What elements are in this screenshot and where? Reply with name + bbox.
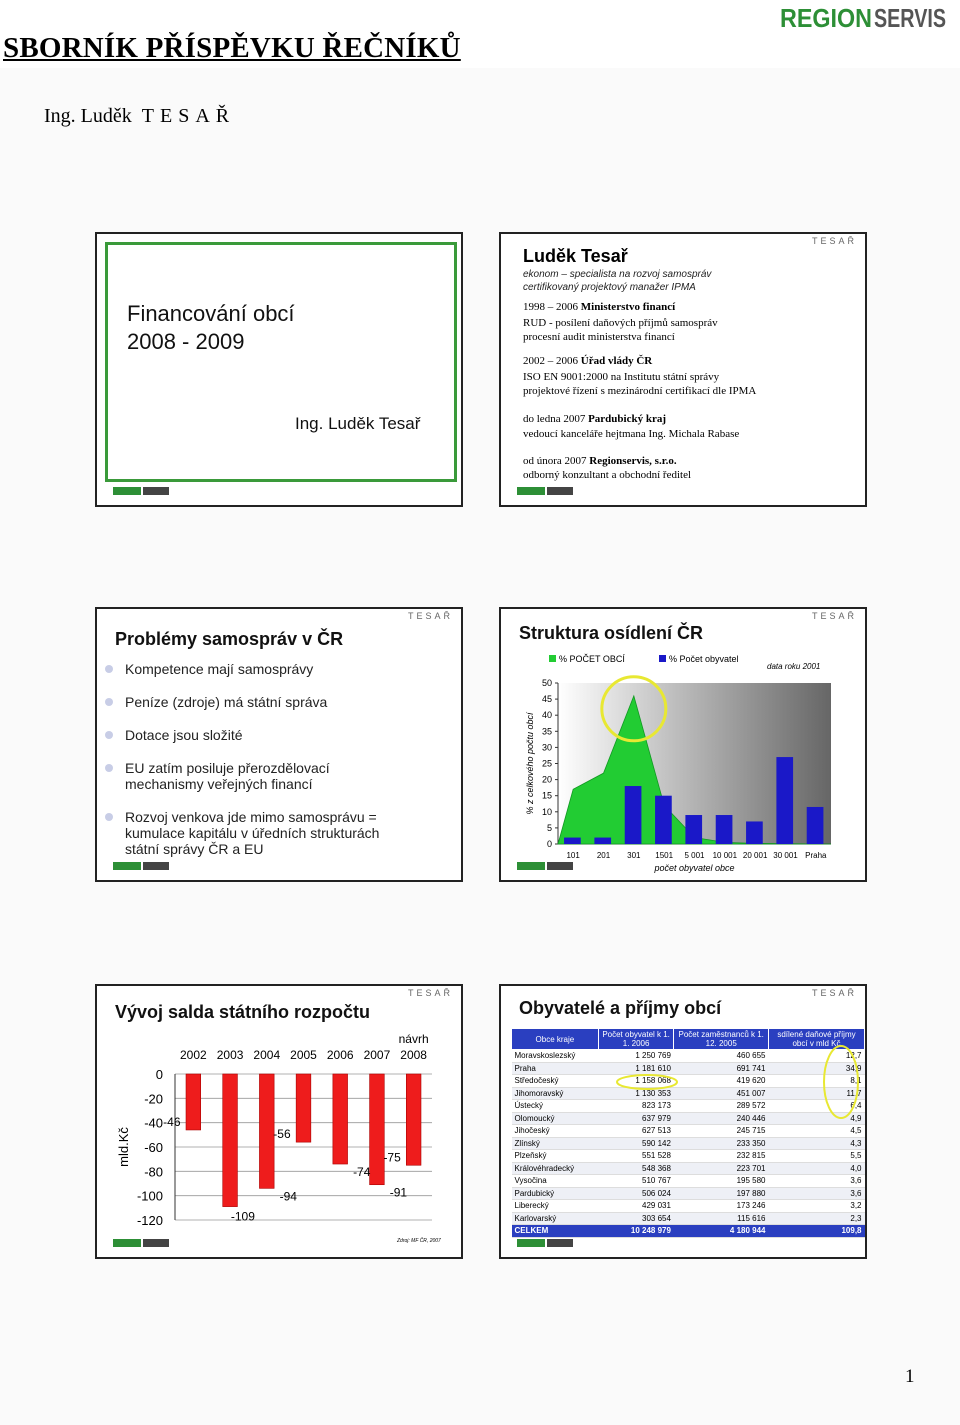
bullet-text: Kompetence mají samosprávy: [125, 661, 314, 677]
x-tick-label: 30 001: [773, 851, 798, 860]
budget-bar: [406, 1074, 421, 1165]
y-tick-label: 10: [541, 806, 552, 817]
y-tick-label: 20: [541, 774, 552, 785]
table-cell: Jihočeský: [512, 1125, 599, 1138]
bullet-dot: [105, 764, 113, 772]
legend-swatch: [659, 655, 666, 662]
table-cell: 240 446: [674, 1112, 769, 1125]
x-tick-label: 2002: [180, 1048, 207, 1062]
table-cell: 3,6: [768, 1187, 864, 1200]
table-cell: 12,7: [768, 1050, 864, 1063]
table-row: [512, 1175, 865, 1188]
table-cell: 419 620: [674, 1075, 769, 1088]
regionservis-logo: [780, 2, 950, 34]
cv-line: RUD - posílení daňových příjmů samospráv: [523, 317, 718, 329]
cv-name: Luděk Tesař: [523, 246, 628, 266]
cv-period: [523, 454, 677, 468]
table-cell: 637 979: [598, 1112, 674, 1125]
data-label: -74: [353, 1165, 371, 1180]
y-tick-label: 30: [541, 742, 552, 753]
table-row: [512, 1062, 865, 1075]
table-cell: 289 572: [674, 1100, 769, 1113]
slide-cv: [499, 232, 867, 507]
table-cell: 510 767: [598, 1175, 674, 1188]
x-tick-label: 101: [566, 851, 580, 860]
table-cell: Praha: [512, 1062, 599, 1075]
table-cell: 233 350: [674, 1137, 769, 1150]
table-row: [512, 1187, 865, 1200]
bar-pocet-obyvatel: [716, 815, 733, 844]
cv-years: 1998 – 2006: [523, 301, 581, 313]
table-header-cell: Počet obyvatel k 1. 1. 2006: [598, 1029, 674, 1050]
table-cell: 303 654: [598, 1212, 674, 1225]
x-tick-label: 2004: [253, 1048, 281, 1062]
chart-source: Zdroj: MF ČR, 2007: [397, 1238, 441, 1244]
legend-label: % Počet obyvatel: [669, 654, 739, 664]
table-cell: 6,4: [768, 1100, 864, 1113]
author-line: [44, 105, 235, 128]
x-tick-label: 2008: [400, 1048, 427, 1062]
y-tick-label: -80: [144, 1164, 163, 1180]
data-label: -91: [389, 1185, 408, 1200]
page-number: 1: [905, 1366, 915, 1387]
table-header-cell: Počet zaměstnanců k 1. 12. 2005: [674, 1029, 769, 1050]
table-row: [512, 1125, 865, 1138]
y-tick-label: 25: [541, 758, 552, 769]
y-tick-label: 0: [546, 839, 552, 849]
table-cell: 223 701: [674, 1162, 769, 1175]
table-cell: Zlínský: [512, 1137, 599, 1150]
legend-label: % POČET OBCÍ: [559, 654, 625, 664]
cv-line: certifikovaný projektový manažer IPMA: [523, 282, 696, 293]
slide-logo: [113, 862, 173, 870]
y-tick-label: 50: [541, 678, 552, 688]
y-axis-label: % z celkového počtu obcí: [525, 712, 535, 815]
slide-logo: [517, 487, 577, 495]
slide-settlement-chart: [499, 607, 867, 882]
x-tick-label: 2003: [216, 1048, 244, 1062]
slide-tag: TESAŘ: [811, 611, 857, 621]
budget-bar: [186, 1074, 201, 1130]
table-cell: CELKEM: [512, 1225, 599, 1238]
slide-problems: [95, 607, 463, 882]
table-cell: 5,5: [768, 1150, 864, 1163]
budget-bar: [333, 1074, 348, 1164]
table-header-cell: Obce kraje: [512, 1029, 599, 1050]
table-cell: Moravskoslezský: [512, 1050, 599, 1063]
table-cell: 115 616: [674, 1212, 769, 1225]
budget-chart: [97, 1024, 461, 1259]
table-cell: 1 130 353: [598, 1087, 674, 1100]
table-row: [512, 1087, 865, 1100]
bullet-dot: [105, 813, 113, 821]
cv-line: vedoucí kanceláře hejtmana Ing. Michala Rabase: [523, 428, 740, 440]
table-cell: Ústecký: [512, 1100, 599, 1113]
slide-logo: [517, 1239, 577, 1247]
data-label: -94: [279, 1189, 297, 1204]
cv-years: do ledna 2007: [523, 413, 589, 425]
table-cell: 245 715: [674, 1125, 769, 1138]
settlement-chart: [501, 639, 865, 879]
x-tick-label: 1501: [655, 851, 674, 860]
y-tick-label: 35: [541, 726, 552, 737]
bar-pocet-obyvatel: [685, 815, 702, 844]
y-tick-label: 45: [541, 694, 552, 705]
slide-tag: TESAŘ: [407, 611, 453, 621]
y-tick-label: -100: [136, 1188, 163, 1204]
table-row: [512, 1075, 865, 1088]
x-tick-label: Praha: [805, 851, 827, 860]
cv-years: 2002 – 2006: [523, 355, 581, 367]
bar-pocet-obyvatel: [746, 821, 763, 844]
cv-line: procesní audit ministerstva financí: [523, 331, 675, 343]
slide-title: Problémy samospráv v ČR: [115, 629, 344, 649]
bullet-dot: [105, 731, 113, 739]
cv-years: od února 2007: [523, 455, 590, 467]
y-axis-label: mld.Kč: [116, 1127, 131, 1167]
table-cell: 4 180 944: [674, 1225, 769, 1238]
table-cell: 1 181 610: [598, 1062, 674, 1075]
bar-pocet-obyvatel: [625, 786, 642, 844]
table-cell: 1 250 769: [598, 1050, 674, 1063]
cv-line: ISO EN 9001:2000 na Institutu státní správy: [523, 371, 720, 383]
forecast-label: návrh: [398, 1032, 429, 1046]
bullet-text: Peníze (zdroje) má státní správa: [125, 694, 328, 710]
y-tick-label: 40: [541, 710, 552, 721]
slide-tag: TESAŘ: [811, 236, 857, 246]
author-prefix: Ing. Luděk: [44, 105, 132, 127]
x-tick-label: 10 001: [712, 851, 738, 860]
table-cell: 3,2: [768, 1200, 864, 1213]
y-tick-label: -40: [144, 1115, 163, 1131]
cv-period: [523, 412, 666, 426]
table-cell: 173 246: [674, 1200, 769, 1213]
cv-period: [523, 300, 675, 314]
table-cell: Olomoucký: [512, 1112, 599, 1125]
slide-title: Vývoj salda státního rozpočtu: [115, 1002, 371, 1022]
y-tick-label: -60: [144, 1140, 163, 1155]
x-tick-label: 301: [627, 851, 641, 860]
bar-pocet-obyvatel: [807, 807, 824, 844]
table-cell: 109,8: [768, 1225, 864, 1238]
table-row: [512, 1162, 865, 1175]
table-cell: Karlovarský: [512, 1212, 599, 1225]
table-row: [512, 1100, 865, 1113]
population-table: [511, 1028, 865, 1238]
bullet-item: [125, 809, 395, 857]
table-cell: 2,3: [768, 1212, 864, 1225]
table-cell: Plzeňský: [512, 1150, 599, 1163]
legend-swatch: [549, 655, 556, 662]
table-cell: 11,7: [768, 1087, 864, 1100]
table-cell: Liberecký: [512, 1200, 599, 1213]
table-cell: 4,9: [768, 1112, 864, 1125]
x-tick-label: 201: [596, 851, 611, 860]
bullet-dot: [105, 665, 113, 673]
table-cell: 4,5: [768, 1125, 864, 1138]
svg-text:SERVIS: SERVIS: [874, 3, 946, 33]
table-cell: Pardubický: [512, 1187, 599, 1200]
bullet-text: EU zatím posiluje přerozdělovací mechanismy veřejných financí: [125, 760, 330, 792]
page-title: SBORNÍK PŘÍSPĚVKU ŘEČNÍKŮ: [3, 32, 461, 64]
table-row: [512, 1150, 865, 1163]
table-cell: Středočeský: [512, 1075, 599, 1088]
bullet-item: [125, 661, 365, 677]
table-cell: 429 031: [598, 1200, 674, 1213]
slide-population-table: [499, 984, 867, 1259]
table-cell: 823 173: [598, 1100, 674, 1113]
slide-tag: TESAŘ: [407, 988, 453, 998]
y-tick-label: 0: [155, 1067, 163, 1082]
x-axis-label: počet obyvatel obce: [654, 863, 735, 873]
slide-title: Struktura osídlení ČR: [519, 623, 704, 643]
table-cell: 232 815: [674, 1150, 769, 1163]
slide-budget-chart: [95, 984, 463, 1259]
cv-line: odborný konzultant a obchodní ředitel: [523, 469, 692, 481]
bar-pocet-obyvatel: [655, 796, 672, 844]
table-cell: Královéhradecký: [512, 1162, 599, 1175]
table-cell: Jihomoravský: [512, 1087, 599, 1100]
table-cell: 460 655: [674, 1050, 769, 1063]
slide-author: Ing. Luděk Tesař: [295, 414, 421, 433]
data-label: -56: [273, 1127, 291, 1142]
table-cell: 1 158 068: [598, 1075, 674, 1088]
y-tick-label: -20: [144, 1091, 163, 1107]
bullet-text: Dotace jsou složité: [125, 727, 243, 743]
bullet-item: [125, 727, 365, 743]
table-cell: 627 513: [598, 1125, 674, 1138]
table-row: [512, 1050, 865, 1063]
table-cell: Vysočina: [512, 1175, 599, 1188]
data-label: -46: [163, 1114, 181, 1129]
table-row: [512, 1200, 865, 1213]
table-cell: 4,0: [768, 1162, 864, 1175]
budget-bar: [296, 1074, 311, 1142]
y-tick-label: 15: [541, 790, 552, 801]
table-cell: 34,9: [768, 1062, 864, 1075]
slide-tag: TESAŘ: [811, 988, 857, 998]
table-row: [512, 1112, 865, 1125]
table-cell: 506 024: [598, 1187, 674, 1200]
cv-organisation: Regionservis, s.r.o.: [589, 455, 677, 467]
slide-logo: [113, 1239, 173, 1247]
bullet-item: [125, 694, 365, 710]
x-tick-label: 2006: [326, 1048, 354, 1062]
table-cell: 8,1: [768, 1075, 864, 1088]
data-label: -109: [230, 1209, 255, 1224]
x-tick-label: 20 001: [742, 851, 768, 860]
bullet-text: Rozvoj venkova jde mimo samosprávu = kumulace kapitálu v úředních strukturách státní správy ČR a EU: [125, 809, 380, 857]
bar-pocet-obyvatel: [776, 757, 793, 844]
bar-pocet-obyvatel: [564, 838, 581, 844]
slide-title: [127, 300, 295, 356]
y-tick-label: -120: [136, 1213, 163, 1228]
cv-line: projektové řízení s mezinárodní certifikací dle IPMA: [523, 385, 757, 397]
cv-line: ekonom – specialista na rozvoj samospráv: [523, 269, 712, 280]
slide-logo: [113, 487, 173, 495]
table-cell: 195 580: [674, 1175, 769, 1188]
budget-bar: [370, 1074, 385, 1185]
table-header-cell: sdílené daňové příjmy obcí v mld Kč: [768, 1029, 864, 1050]
cv-period: [523, 354, 652, 368]
cv-organisation: Úřad vlády ČR: [580, 355, 653, 367]
bullet-item: [125, 760, 365, 792]
table-total-row: [512, 1225, 865, 1238]
data-label: -75: [383, 1150, 401, 1165]
title-line-1: Financování obcí: [127, 301, 295, 326]
table-cell: 551 528: [598, 1150, 674, 1163]
cv-organisation: Pardubický kraj: [588, 413, 667, 425]
table-cell: 691 741: [674, 1062, 769, 1075]
budget-bar: [259, 1074, 274, 1188]
table-cell: 590 142: [598, 1137, 674, 1150]
y-tick-label: 5: [546, 822, 552, 833]
bullet-dot: [105, 698, 113, 706]
slide-logo: [517, 862, 577, 870]
table-cell: 548 368: [598, 1162, 674, 1175]
svg-text:REGION: REGION: [780, 3, 872, 33]
table-cell: 451 007: [674, 1087, 769, 1100]
cv-organisation: Ministerstvo financí: [580, 301, 676, 313]
slide-title: Obyvatelé a příjmy obcí: [519, 998, 722, 1018]
slide-frame: [105, 242, 457, 482]
title-line-2: 2008 - 2009: [127, 329, 245, 354]
x-tick-label: 5 001: [684, 851, 705, 860]
table-cell: 3,6: [768, 1175, 864, 1188]
table-cell: 10 248 979: [598, 1225, 674, 1238]
bar-pocet-obyvatel: [594, 838, 611, 844]
author-surname: TESAŘ: [141, 105, 236, 127]
budget-bar: [223, 1074, 238, 1207]
table-cell: 197 880: [674, 1187, 769, 1200]
chart-note: data roku 2001: [767, 662, 821, 671]
x-tick-label: 2007: [363, 1048, 391, 1062]
slide-title-page: [95, 232, 463, 507]
table-row: [512, 1212, 865, 1225]
table-cell: 4,3: [768, 1137, 864, 1150]
table-row: [512, 1137, 865, 1150]
x-tick-label: 2005: [290, 1048, 317, 1062]
